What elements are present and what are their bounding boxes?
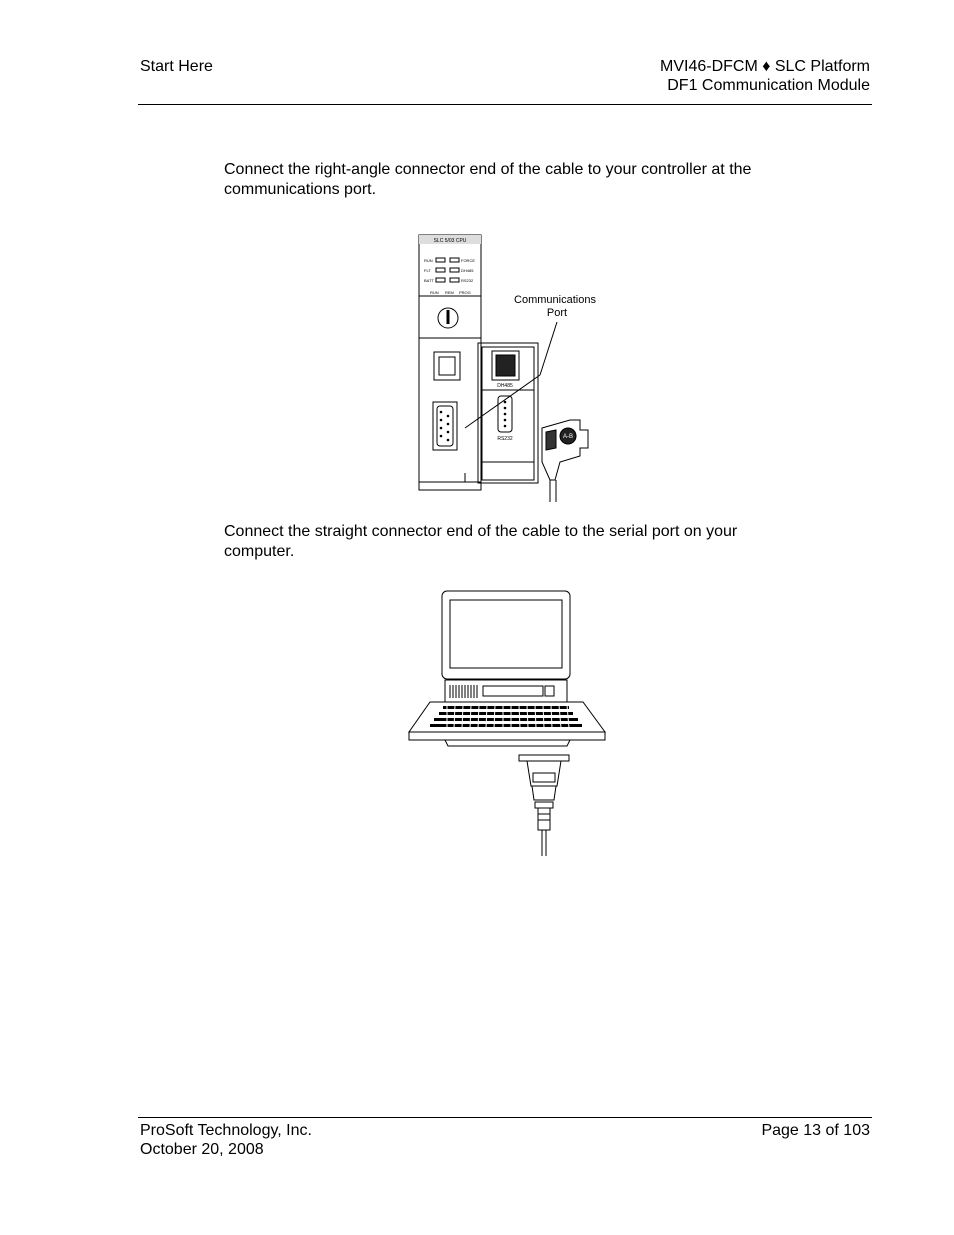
cpu-label: SLC 5/03 CPU (433, 238, 467, 244)
led-batt-label: BATT (424, 278, 434, 283)
paragraph-line: Connect the straight connector end of the cable to the serial port on your (224, 523, 738, 540)
led-force-label: FORCE (461, 258, 475, 263)
header-section-title: Start Here (140, 58, 213, 75)
key-prog-label: PROG (459, 290, 471, 295)
paragraph-connect-straight (224, 522, 824, 562)
footer-page-number: Page 13 of 103 (761, 1122, 870, 1139)
key-rem-label: REM (445, 290, 454, 295)
led-rs232-label: RS232 (461, 278, 474, 283)
header-rule (138, 104, 872, 105)
header-product-line1: MVI46-DFCM ♦ SLC Platform (660, 58, 870, 75)
paragraph-connect-right-angle (224, 160, 824, 200)
footer-left (140, 1121, 312, 1159)
computer-serial-figure (405, 588, 610, 860)
paragraph-line: computer. (224, 543, 295, 560)
led-flt-label: FLT (424, 268, 431, 273)
header-product-line2: DF1 Communication Module (667, 77, 870, 94)
key-run-label: RUN (430, 290, 439, 295)
door-dh485-label: DH485 (497, 383, 513, 389)
plug-logo: A-B (562, 434, 574, 440)
callout-label-line2: Port (546, 307, 568, 319)
led-dh485-label: DH485 (461, 268, 474, 273)
paragraph-line: communications port. (224, 181, 377, 198)
header-product-title (660, 57, 870, 95)
door-rs232-label: RS232 (497, 436, 513, 442)
paragraph-line: Connect the right-angle connector end of the cable to your controller at the (224, 161, 752, 178)
controller-port-figure (410, 230, 610, 505)
footer-company: ProSoft Technology, Inc. (140, 1122, 312, 1139)
footer-rule (138, 1117, 872, 1118)
callout-label-line1: Communications (514, 294, 596, 306)
footer-date: October 20, 2008 (140, 1141, 264, 1158)
led-run-label: RUN (424, 258, 433, 263)
